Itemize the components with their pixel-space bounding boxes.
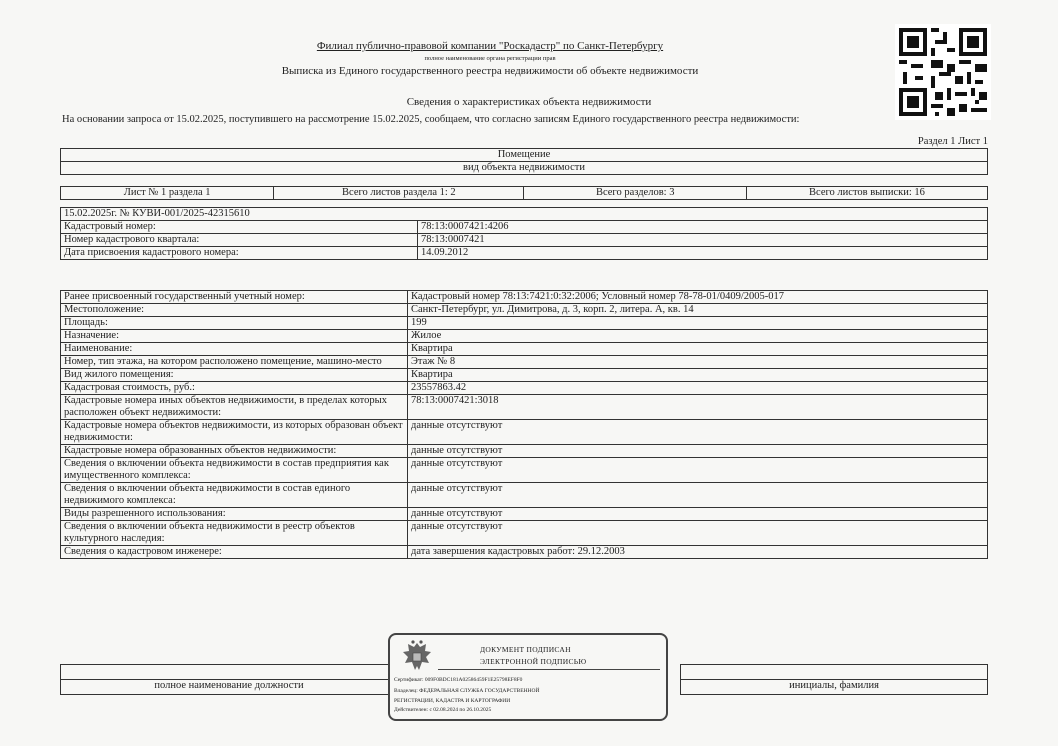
row-label: Сведения о кадастровом инженере:	[61, 546, 408, 559]
row-label: Вид жилого помещения:	[61, 369, 408, 382]
total-sections: Всего разделов: 3	[524, 187, 746, 200]
branch-name: Филиал публично-правовой компании "Роскадастр" по Санкт-Петербургу	[316, 40, 664, 52]
section-sheet-label: Раздел 1 Лист 1	[917, 136, 988, 147]
row-label: Назначение:	[61, 330, 408, 343]
row-label: Кадастровые номера иных объектов недвижимости, в пределах которых расположен объект недвижимости:	[61, 395, 408, 420]
coat-of-arms-icon	[400, 639, 434, 675]
total-sheets-extract: Всего листов выписки: 16	[746, 187, 987, 200]
row-label: Виды разрешенного использования:	[61, 508, 408, 521]
row-label: Наименование:	[61, 343, 408, 356]
section-title: Сведения о характеристиках объекта недвижимости	[406, 96, 652, 108]
basic-info-table	[60, 207, 988, 260]
row-label: Площадь:	[61, 317, 408, 330]
table-row	[61, 317, 988, 330]
table-row	[61, 521, 988, 546]
row-label: Ранее присвоенный государственный учетный номер:	[61, 291, 408, 304]
row-label: Сведения о включении объекта недвижимости в состав единого недвижимого комплекса:	[61, 483, 408, 508]
row-value: Квартира	[408, 343, 988, 356]
row-value: Санкт-Петербург, ул. Димитрова, д. 3, корп. 2, литера. А, кв. 14	[408, 304, 988, 317]
row-value: данные отсутствуют	[408, 458, 988, 483]
stamp-certificate: Сертификат: 009F0BDC181A02586459F1E25798EF8F0	[394, 677, 523, 683]
table-row	[61, 458, 988, 483]
row-label: Кадастровые номера объектов недвижимости, из которых образован объект недвижимости:	[61, 420, 408, 445]
table-row	[61, 483, 988, 508]
table-row	[61, 291, 988, 304]
intro-text: На основании запроса от 15.02.2025, поступившего на рассмотрение 15.02.2025, сообщаем, что согласно записям Единого государственного реестра недвижимости:	[62, 114, 800, 125]
object-type-table	[60, 148, 988, 175]
initials-label: инициалы, фамилия	[681, 680, 988, 695]
table-row	[61, 356, 988, 369]
branch-caption: полное наименование органа регистрации прав	[424, 55, 556, 62]
row-value: данные отсутствуют	[408, 445, 988, 458]
table-row	[61, 304, 988, 317]
row-label: Кадастровые номера образованных объектов недвижимости:	[61, 445, 408, 458]
row-value: данные отсутствуют	[408, 508, 988, 521]
row-label: Сведения о включении объекта недвижимости в реестр объектов культурного наследия:	[61, 521, 408, 546]
row-value: Жилое	[408, 330, 988, 343]
table-row	[61, 395, 988, 420]
stamp-divider	[438, 669, 660, 670]
table-row	[61, 382, 988, 395]
stamp-subtitle: ЭЛЕКТРОННОЙ ПОДПИСЬЮ	[480, 657, 587, 666]
row-value: 78:13:0007421:3018	[408, 395, 988, 420]
row-value: Этаж № 8	[408, 356, 988, 369]
characteristics-table	[60, 290, 988, 559]
total-sheets-section: Всего листов раздела 1: 2	[274, 187, 524, 200]
row-label: Кадастровая стоимость, руб.:	[61, 382, 408, 395]
electronic-signature-stamp	[388, 633, 668, 721]
table-row	[61, 330, 988, 343]
table-row	[61, 546, 988, 559]
row-label: Кадастровый номер:	[61, 221, 418, 234]
row-value: 14.09.2012	[418, 247, 988, 260]
table-row	[61, 420, 988, 445]
table-row	[61, 343, 988, 356]
stamp-validity: Действителен: с 02.08.2024 по 26.10.2025	[394, 707, 492, 713]
row-label: Дата присвоения кадастрового номера:	[61, 247, 418, 260]
row-value: 199	[408, 317, 988, 330]
object-type: Помещение	[61, 149, 988, 162]
row-value: данные отсутствуют	[408, 521, 988, 546]
row-value: данные отсутствуют	[408, 420, 988, 445]
sheet-number: Лист № 1 раздела 1	[61, 187, 274, 200]
table-row	[61, 234, 988, 247]
sheets-table	[60, 186, 988, 200]
row-value: 78:13:0007421:4206	[418, 221, 988, 234]
table-row	[61, 221, 988, 234]
row-value: Кадастровый номер 78:13:7421:0:32:2006; Условный номер 78-78-01/0409/2005-017	[408, 291, 988, 304]
document-number: 15.02.2025г. № КУВИ-001/2025-42315610	[61, 208, 988, 221]
stamp-owner: Владелец: ФЕДЕРАЛЬНАЯ СЛУЖБА ГОСУДАРСТВЕННОЙ	[394, 688, 540, 694]
row-value: Квартира	[408, 369, 988, 382]
table-row	[61, 369, 988, 382]
stamp-title: ДОКУМЕНТ ПОДПИСАН	[480, 645, 571, 654]
row-label: Номер, тип этажа, на котором расположено помещение, машино-место	[61, 356, 408, 369]
document-title: Выписка из Единого государственного реестра недвижимости об объекте недвижимости	[281, 65, 699, 77]
position-label: полное наименование должности	[61, 680, 398, 695]
row-value: дата завершения кадастровых работ: 29.12.2003	[408, 546, 988, 559]
row-value: 23557863.42	[408, 382, 988, 395]
row-value: данные отсутствуют	[408, 483, 988, 508]
table-row	[61, 508, 988, 521]
row-label: Сведения о включении объекта недвижимости в состав предприятия как имущественного комплекса:	[61, 458, 408, 483]
table-row	[61, 445, 988, 458]
table-row	[61, 247, 988, 260]
stamp-owner-cont: РЕГИСТРАЦИИ, КАДАСТРА И КАРТОГРАФИИ	[394, 698, 511, 704]
row-label: Номер кадастрового квартала:	[61, 234, 418, 247]
object-type-caption: вид объекта недвижимости	[61, 162, 988, 175]
row-label: Местоположение:	[61, 304, 408, 317]
row-value: 78:13:0007421	[418, 234, 988, 247]
